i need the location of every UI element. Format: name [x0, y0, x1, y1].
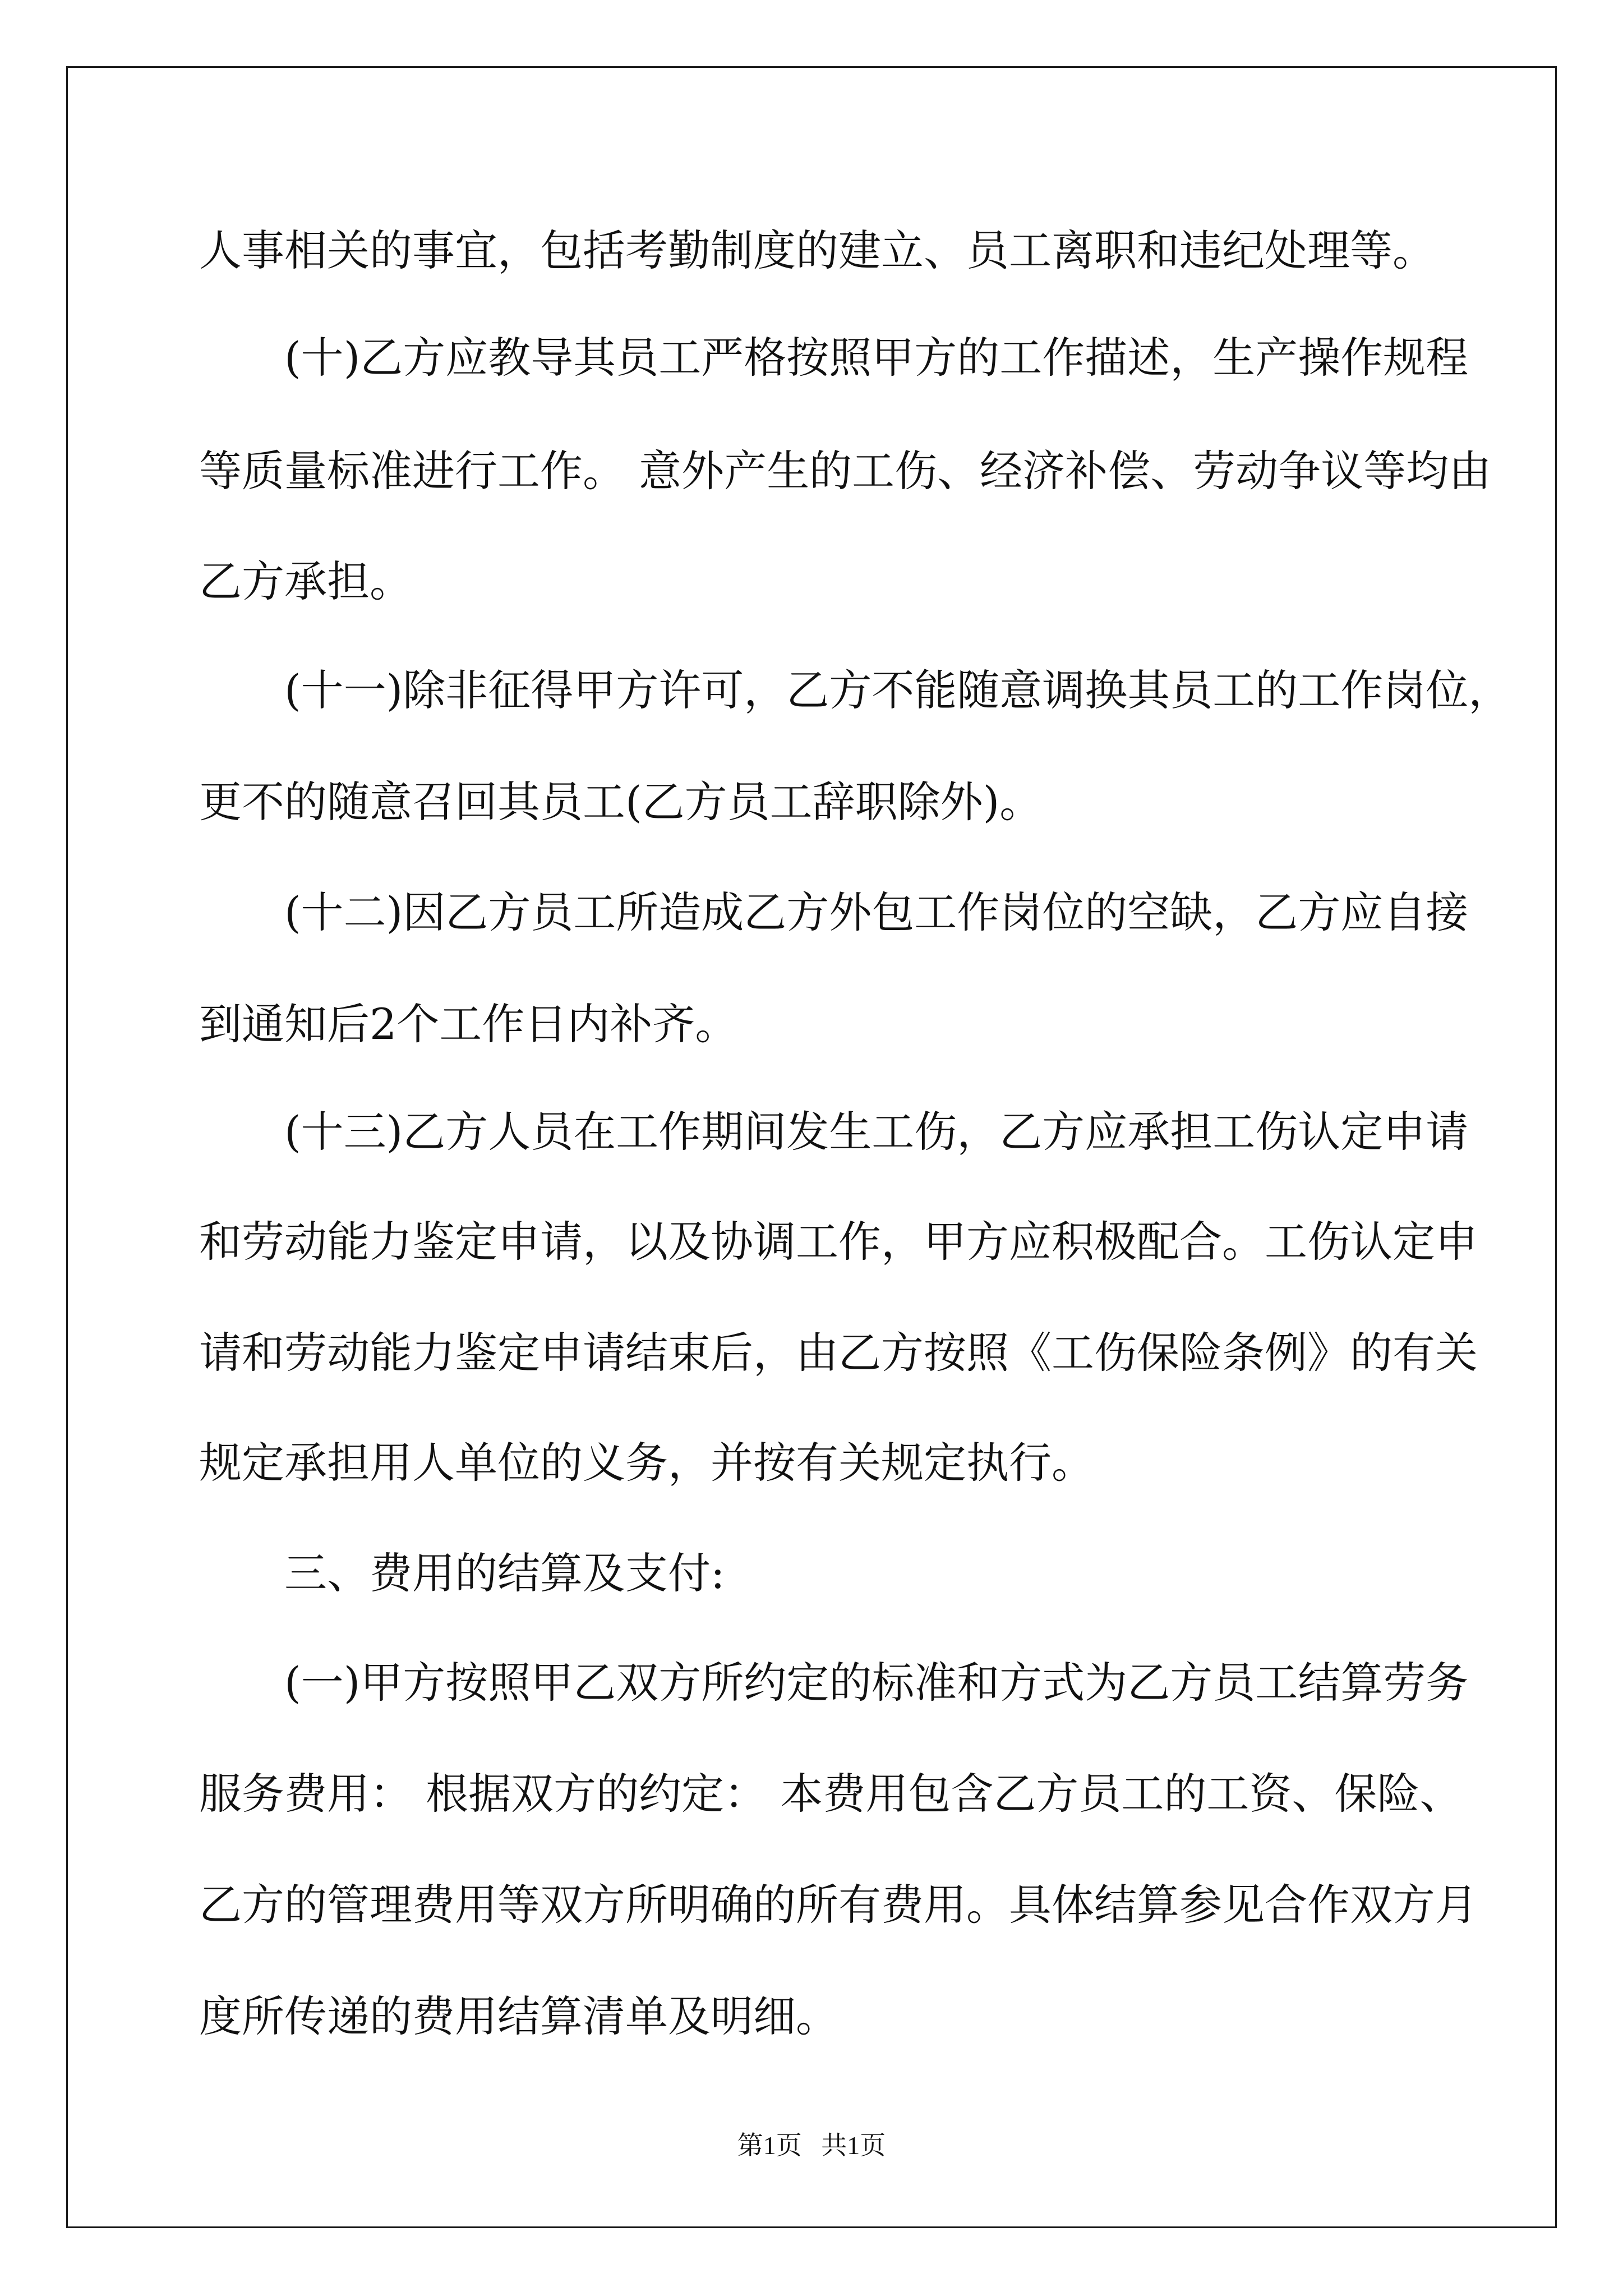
text-line: 度所传递的费用结算清单及明细。 — [199, 1991, 838, 2041]
section-heading: 三、费用的结算及支付: — [199, 1548, 725, 1598]
text-line: (十二)因乙方员工所造成乙方外包工作岗位的空缺，乙方应自接 — [199, 887, 1469, 937]
text-line: (十一)除非征得甲方许可，乙方不能随意调换其员工的工作岗位， — [199, 665, 1511, 715]
text-line: (一)甲方按照甲乙双方所约定的标准和方式为乙方员工结算劳务 — [199, 1658, 1469, 1708]
text-line: 规定承担用人单位的义务，并按有关规定执行。 — [199, 1438, 1094, 1488]
text-line: 和劳动能力鉴定申请，以及协调工作，甲方应积极配合。工伤认定申 — [199, 1217, 1478, 1267]
text-line: 人事相关的事宜，包括考勤制度的建立、员工离职和违纪处理等。 — [199, 226, 1435, 275]
text-line: (十三)乙方人员在工作期间发生工伤，乙方应承担工伤认定申请 — [199, 1107, 1469, 1157]
text-line: 乙方的管理费用等双方所明确的所有费用。具体结算参见合作双方月 — [199, 1880, 1478, 1930]
text-line: 乙方承担。 — [199, 556, 412, 606]
text-line: 到通知后2个工作日内补齐。 — [199, 999, 738, 1049]
text-line: (十)乙方应教导其员工严格按照甲方的工作描述，生产操作规程 — [199, 333, 1469, 383]
text-line: 服务费用： 根据双方的约定： 本费用包含乙方员工的工资、保险、 — [199, 1769, 1463, 1819]
text-line: 等质量标准进行工作。 意外产生的工伤、经济补偿、劳动争议等均由 — [199, 446, 1492, 496]
text-line: 请和劳动能力鉴定申请结束后，由乙方按照《工伤保险条例》的有关 — [199, 1328, 1478, 1378]
text-line: 更不的随意召回其员工(乙方员工辞职除外)。 — [199, 777, 1043, 827]
page-number-footer: 第1页 共1页 — [737, 2131, 886, 2160]
